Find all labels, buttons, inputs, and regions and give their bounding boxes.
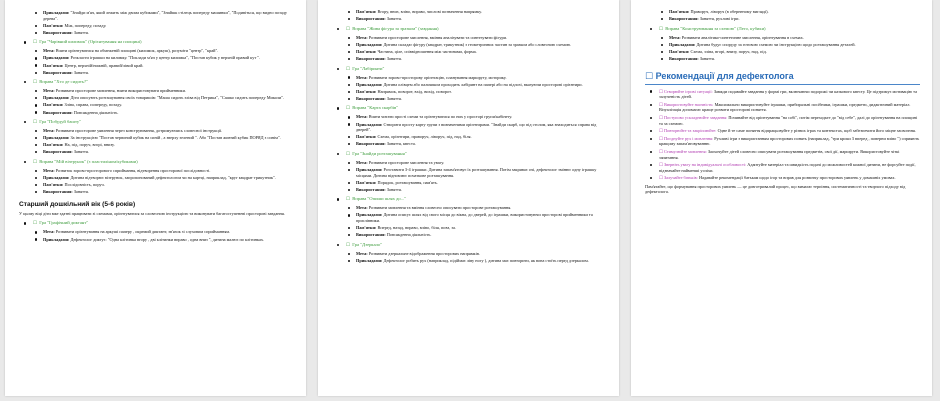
tip-text: Адаптуйте матеріал та швидкість подачі до можливостей кожної дитини, не форсуйте події, відзначайте найменші успіхи. xyxy=(659,162,916,173)
item-label: Прикладами: xyxy=(356,81,383,87)
tip-title-text: Повторюйте та закріплюйте: xyxy=(663,128,717,134)
list-item xyxy=(43,142,294,148)
list-item xyxy=(43,102,294,108)
item-text: Вперед, назад, вправо, вліво, біля, повз, за. xyxy=(377,225,457,231)
list-item xyxy=(43,149,294,155)
list-item xyxy=(669,35,920,41)
game-title xyxy=(332,196,607,202)
item-text: Заняття. xyxy=(73,29,89,35)
game-icon: ☐ xyxy=(346,196,351,202)
list-item xyxy=(43,30,294,36)
item-text: Зліва, справа, попереду, позаду. xyxy=(64,102,123,108)
item-text: Заняття. xyxy=(73,149,89,155)
list-item xyxy=(669,16,920,22)
section-heading: Старший дошкільний вік (5-6 років) xyxy=(19,200,136,208)
list-item xyxy=(356,160,607,166)
list-item xyxy=(43,63,294,69)
item-text: Діти описують розташування своїх товаришів: "Маша сидить зліва від Петрика", "Сашко сидить попереду Миколи". xyxy=(70,95,285,101)
tip-item xyxy=(645,89,920,100)
game-details xyxy=(332,160,607,192)
list-item xyxy=(356,89,607,95)
list-item xyxy=(356,232,607,238)
tip-item xyxy=(645,102,920,113)
item-text: Вчити орієнтуватися на обмеженій площині (килимок, аркуш), розуміти "центр", "край". xyxy=(55,48,219,54)
item-label: Мета: xyxy=(43,128,55,134)
item-text: Послідовність, поруч. xyxy=(64,182,105,188)
item-text: Центр, верхній/нижній, правий/лівий край. xyxy=(64,62,144,68)
item-text: Схема, зліва, вгорі, внизу, поруч, над, під. xyxy=(690,48,767,54)
game-details xyxy=(332,205,607,237)
tip-title-text: Поступово ускладнюйте завдання: xyxy=(663,114,728,120)
p2-top-list xyxy=(332,9,607,22)
tip-text: Починайте від орієнтування "на собі", потім переходьте до "від себе", далі до орієнтування на площині та за схемою. xyxy=(659,114,918,126)
list-item xyxy=(356,16,607,22)
item-text: Повсякденна діяльність. xyxy=(386,232,432,238)
item-text: Заняття. xyxy=(386,16,402,22)
list-item xyxy=(356,205,607,211)
list-item xyxy=(43,175,294,181)
list-item xyxy=(43,48,294,54)
item-text: Порядок, розташування, пам'ять. xyxy=(377,179,438,185)
item-text: Дитина відтворює візерунок, запропонований дефектологом чи на картці, наприклад, "круг квадрат трикутник". xyxy=(70,175,276,181)
list-item xyxy=(43,182,294,188)
item-label: Використання: xyxy=(669,16,699,22)
list-item xyxy=(356,114,607,120)
item-label: Використання: xyxy=(669,55,699,61)
item-label: Використання: xyxy=(43,149,73,155)
item-text: Розвивати зорово-просторову орієнтацію, планування маршруту, моторику. xyxy=(368,74,507,80)
heading-divider xyxy=(645,84,920,85)
item-label: Прикладами: xyxy=(669,41,696,47)
tip-item xyxy=(645,175,920,181)
item-text: Заняття. xyxy=(73,189,89,195)
item-label: Використання: xyxy=(356,186,386,192)
item-label: Пам'ятки: xyxy=(43,62,64,68)
item-label: Пам'ятки: xyxy=(356,48,377,54)
page-3-content xyxy=(631,0,932,199)
game-title xyxy=(332,66,607,72)
item-text: Розвивати просторове мислення, вміння аналізувати та синтезувати фігури. xyxy=(368,34,507,40)
item-label: Пам'ятки: xyxy=(356,134,377,140)
tip-title-text: Зверніть увагу на індивідуальні особливості: xyxy=(663,162,747,168)
item-text: Розкласти іграшки на килимку. "Поклади м'яч у центр килимка", "Постав кубик у верхній правий кут ". xyxy=(70,55,261,61)
item-label: Використання: xyxy=(43,29,73,35)
list-item xyxy=(43,95,294,101)
item-label: Використання: xyxy=(356,141,386,147)
item-text: На, під, поруч, вгорі, внизу. xyxy=(64,142,115,148)
tip-title: ☐ Поступово ускладнюйте завдання: xyxy=(659,114,728,120)
game-details xyxy=(332,75,607,102)
tip-title: ☐ Залучайте батьків: xyxy=(659,175,698,181)
item-label: Пам'ятки: xyxy=(43,102,64,108)
section-paragraph: У цьому віці діти вже здатні працювати зі схемами, орієнтуватися за словесною інструкцією та виконувати багатоступеневі просторові завдання. xyxy=(19,210,285,216)
tip-title: ☐ Використовуйте наочність: xyxy=(659,101,714,107)
item-label: Прикладами: xyxy=(356,167,383,172)
item-label: Мета: xyxy=(356,250,368,256)
game-icon: ☐ xyxy=(33,159,38,164)
list-item xyxy=(43,110,294,116)
item-label: Прикладами: xyxy=(43,10,70,15)
tip-title-text: Залучайте батьків: xyxy=(663,175,698,181)
list-item xyxy=(356,35,607,41)
item-label: Мета: xyxy=(356,74,368,80)
game-title xyxy=(19,159,294,165)
game-details xyxy=(645,35,920,62)
game-title-text: Гра "Знайди розташування" xyxy=(352,150,407,156)
item-label: Пам'ятки: xyxy=(669,9,690,14)
item-text: Заняття, квеста. xyxy=(386,141,416,147)
recommendations-title: Рекомендації для дефектолога xyxy=(655,70,794,81)
game-title xyxy=(332,151,607,157)
game-icon: ☐ xyxy=(346,150,351,156)
list-item xyxy=(356,212,607,223)
item-label: Мета: xyxy=(43,48,55,54)
game-title xyxy=(332,26,607,32)
item-text: Розвиток зорово-просторового сприймання, відтворення просторової послідовності. xyxy=(55,168,211,173)
item-text: Розставити 3-4 іграшки. Дитина запам'ятовує їх розташування. Потім закриває очі, дефектолог змінює одну іграшку місцями. Дитина відновлює початкове розташування. xyxy=(356,167,597,178)
item-text: Праворуч, ліворуч (в оберненому вигляді). xyxy=(690,9,769,14)
game-title xyxy=(19,79,294,85)
game-details xyxy=(19,88,294,115)
document-page-2 xyxy=(318,0,619,396)
tip-text: Рухливі ігри з використанням просторових понять (наприклад, "три кроки 3 вперед , поверни вліво ") сприяють кращому запам'ятовуванню. xyxy=(659,135,920,147)
game-icon: ☐ xyxy=(33,119,38,125)
item-text: Вчити читати прості схеми та орієнтуватися по них у просторі групи/кабінету. xyxy=(368,114,513,120)
game-title-text: Гра "Дзеркало" xyxy=(352,241,383,247)
list-item xyxy=(43,189,294,195)
item-text: Дитина будує споруду за готовою схемою чи інструкцією щодо розташування деталей. xyxy=(696,41,856,47)
item-label: Використання: xyxy=(356,95,386,101)
list-item xyxy=(356,251,607,257)
item-text: Дефектолог диктує: "Одна клітинка вгору , дві клітинки вправо , одна вниз ", дитина малює по клітинках. xyxy=(70,236,265,242)
item-text: Створити просту карту групи з визначеними орієнтирами. "Знайди скарб, що під столом, яка знаходиться справа від дверей". xyxy=(356,121,597,133)
game-title-text: Вправа "Опиши шлях до..." xyxy=(352,196,407,202)
item-text: Дитина описує шлях від свого місця до вікна, до дверей, до іграшки, використовуючи просторові прийменники та прислівники. xyxy=(356,212,593,224)
game-title xyxy=(19,119,294,125)
list-item xyxy=(669,56,920,62)
item-label: Прикладами: xyxy=(356,121,383,127)
item-label: Використання: xyxy=(356,232,386,238)
game-title xyxy=(19,39,294,45)
game-details xyxy=(332,251,607,264)
item-text: Заняття. xyxy=(699,55,715,61)
tip-text: Надавайте рекомендації батькам щодо ігор та вправ для розвитку просторових уявлень у домашніх умовах. xyxy=(698,175,896,181)
list-item xyxy=(356,180,607,186)
list-item xyxy=(356,167,607,178)
item-text: Заняття. xyxy=(386,95,402,101)
item-label: Мета: xyxy=(356,34,368,40)
item-label: Прикладами: xyxy=(356,257,383,263)
p1-top-list xyxy=(19,10,294,35)
item-text: Повсякденна діяльність. xyxy=(73,109,119,115)
item-label: Пам'ятки: xyxy=(356,179,377,185)
game-icon: ☐ xyxy=(659,25,664,31)
item-text: Заняття. xyxy=(386,55,402,61)
item-text: Дитина олівцем або пальчиком проходить лабіринт на папері або на підлозі, вказуючи просторові орієнтири. xyxy=(383,81,583,87)
game-title-text: Вправа "Хто де сидить?" xyxy=(39,79,88,85)
list-item xyxy=(669,49,920,55)
item-label: Прикладами: xyxy=(356,41,383,47)
item-text: Напрямок, поворот, вхід, вихід, поворот. xyxy=(377,88,452,94)
tip-item xyxy=(645,115,920,126)
item-label: Мета: xyxy=(43,168,55,173)
recommendations-heading xyxy=(645,71,920,82)
item-label: Мета: xyxy=(356,205,368,211)
item-text: Розвивати орієнтування на аркуші паперу , окремий диктант, зв'язок зі слуховим сприйманням. xyxy=(55,229,231,235)
item-label: Пам'ятки: xyxy=(356,9,377,14)
item-text: Заняття. xyxy=(386,186,402,192)
list-item xyxy=(356,56,607,62)
game-details xyxy=(19,48,294,75)
item-label: Пам'ятки: xyxy=(43,22,64,28)
item-text: Розвивати просторове мислення та увагу. xyxy=(368,159,445,165)
item-text: Розвивати просторове уявлення через конструювання, дотримуючись словесної інструкції. xyxy=(55,128,223,134)
game-details xyxy=(19,168,294,195)
list-item xyxy=(43,88,294,94)
item-label: Мета: xyxy=(669,34,681,40)
item-label: Пам'ятки: xyxy=(43,182,64,188)
item-text: Між, попереду, позаду. xyxy=(64,22,107,28)
tip-title: ☐ Створюйте ігрові ситуації: xyxy=(659,88,713,94)
game-icon: ☐ xyxy=(346,25,351,31)
list-item xyxy=(43,70,294,76)
game-title-text: Вправа "Карта скарбів" xyxy=(352,105,399,111)
item-label: Пам'ятки: xyxy=(43,142,64,148)
item-label: Прикладами: xyxy=(43,175,70,181)
list-item xyxy=(356,134,607,140)
item-label: Використання: xyxy=(43,189,73,195)
item-text: Розвивати дзеркальне відображення просторових напрямків. xyxy=(368,250,480,256)
item-text: "Знайди м'яч, який лежить ​​між двома кубиками", "Знайшк стілець попереду машинки", "Подивіться, що видно позаду дерева". xyxy=(43,10,288,21)
tip-item xyxy=(645,149,920,160)
game-title-text: Вправа "Жива фігура за зразком" (завдання) xyxy=(352,25,439,31)
item-label: Прикладами: xyxy=(43,135,70,141)
item-label: Мета: xyxy=(43,229,55,235)
tip-title-text: Стимулюйте мовлення: xyxy=(663,148,707,154)
item-label: Прикладами: xyxy=(43,236,70,242)
item-label: Використання: xyxy=(356,16,386,22)
tip-text: Заохочуйте дітей словесно описувати розташування предметів, свої дії, маршрути. Використовуйте чіткі запитання. xyxy=(659,148,900,160)
list-item xyxy=(43,135,294,141)
game-details xyxy=(19,229,294,242)
list-item xyxy=(356,225,607,231)
game-title xyxy=(332,242,607,248)
closing-paragraph: Пам'ятайте, що формування просторових уявлень — це довготривалий процес, що вимагає терпіння, систематичності та творчого підходу від дефектолога. xyxy=(645,183,906,195)
list-item xyxy=(43,23,294,29)
game-icon: ☐ xyxy=(346,241,351,247)
game-icon: ☐ xyxy=(346,105,351,111)
item-text: Дитина складає фігуру (квадрат, трикутник) з геометричних частин за зразком або словесною схемою. xyxy=(383,41,572,47)
game-title xyxy=(332,105,607,111)
item-label: Використання: xyxy=(43,109,73,115)
document-page-3 xyxy=(631,0,932,396)
tip-title: ☐ Поєднуйте рух і мовлення: xyxy=(659,135,714,141)
heading-icon: ☐ xyxy=(645,70,654,81)
document-page-1 xyxy=(5,0,306,396)
game-details xyxy=(332,35,607,62)
item-text: Розвивати аналітико-синтетичне мислення, орієнтування в схемах. xyxy=(681,34,804,40)
page-1-content xyxy=(5,0,306,244)
game-icon: ☐ xyxy=(33,220,38,226)
page-2-content xyxy=(318,0,619,265)
item-label: Прикладами: xyxy=(43,95,70,101)
item-text: Заняття, рухливі ігри. xyxy=(699,16,740,22)
tip-text: Максимально використовуйте іграшки, прибиральні посібники, іграшки, предмети, дидактичний матеріал. Візуалізація допомагає краще розвити просторові поняття. xyxy=(659,101,911,113)
list-item xyxy=(356,96,607,102)
item-label: Використання: xyxy=(356,55,386,61)
item-text: Розвивати просторове мовлення, вчити використовувати прийменники. xyxy=(55,88,187,94)
list-item xyxy=(356,141,607,147)
tip-title: ☐ Повторюйте та закріплюйте: xyxy=(659,128,717,134)
list-item xyxy=(356,82,607,88)
item-label: Мета: xyxy=(356,114,368,120)
list-item xyxy=(356,122,607,133)
game-details xyxy=(332,114,607,146)
list-item xyxy=(356,49,607,55)
tip-title: ☐ Зверніть увагу на індивідуальні особливості: xyxy=(659,162,747,168)
item-text: Розвивати мовлення та вміння словесно описувати просторове розташування. xyxy=(368,205,512,211)
item-text: Вгору, вниз, вліво, вправо, числові позначення напрямку. xyxy=(377,9,482,14)
tip-title-text: Створюйте ігрові ситуації: xyxy=(663,88,713,94)
item-label: Прикладами: xyxy=(356,212,383,218)
list-item xyxy=(43,229,294,235)
game-title-text: Вправа "Мій візерунок" (з пластиліном/кубиками) xyxy=(39,159,138,164)
list-item xyxy=(43,55,294,61)
tip-text: Одне й те саме поняття відпрацьовуйте у різних іграх та контекстах, щоб забезпечити його міцне засвоєння. xyxy=(717,128,916,134)
list-item xyxy=(43,168,294,174)
p3-top-list xyxy=(645,9,920,22)
list-item xyxy=(43,128,294,134)
list-item xyxy=(43,10,294,21)
item-text: Заняття. xyxy=(73,69,89,75)
game-title-text: Гра "Чарівний килимок" (Орієнтування на площині) xyxy=(39,39,142,45)
game-title-text: Гра "Лабіринти" xyxy=(352,65,385,71)
list-item xyxy=(669,9,920,15)
item-text: Частина, ціле, співвідношення між частинами, форма. xyxy=(377,48,477,54)
list-item xyxy=(43,237,294,243)
tip-title: ☐ Стимулюйте мовлення: xyxy=(659,148,707,154)
tip-title-text: Поєднуйте рух і мовлення: xyxy=(663,135,714,141)
game-title-text: Гра "Побудуй башту" xyxy=(39,119,82,125)
item-label: Використання: xyxy=(43,69,73,75)
list-item xyxy=(356,42,607,48)
game-icon: ☐ xyxy=(33,39,38,45)
item-label: Мета: xyxy=(43,88,55,94)
list-item xyxy=(356,9,607,15)
item-text: Дефектолог робить рух (наприклад, підіймає ліву ногу ), дитина має повторити, як вона стоїть перед дзеркалом. xyxy=(383,257,589,263)
tip-text: Завжди подавайте завдання у формі гри, включаючи подорожі чи казкового квесту. Це підтримує мотивацію та залученість дітей. xyxy=(659,88,917,100)
item-label: Прикладами: xyxy=(43,55,70,61)
item-label: Пам'ятки: xyxy=(356,88,377,94)
item-text: За інструкцією "Постав червоний кубик на синій , а зверху зелений ". Або "Постав жовтий кубик ПОРЯД з синім". xyxy=(70,135,281,141)
item-label: Пам'ятки: xyxy=(669,48,690,54)
game-title-text: Гра "Графічний диктант" xyxy=(39,220,89,226)
game-icon: ☐ xyxy=(33,79,38,85)
game-title-text: Вправа "Конструювання за схемою" (Лего, кубики) xyxy=(665,25,766,31)
tip-item xyxy=(645,136,920,147)
game-title xyxy=(19,220,294,226)
tip-title-text: Використовуйте наочність: xyxy=(663,101,714,107)
game-icon: ☐ xyxy=(346,65,351,71)
list-item xyxy=(356,187,607,193)
item-text: Схема, орієнтири, праворуч, ліворуч, під, над, біля. xyxy=(377,134,472,140)
item-label: Пам'ятки: xyxy=(356,225,377,231)
list-item xyxy=(356,258,607,264)
tip-item xyxy=(645,128,920,134)
list-item xyxy=(356,75,607,81)
game-title xyxy=(645,26,920,32)
game-details xyxy=(19,128,294,155)
list-item xyxy=(669,42,920,48)
tip-item xyxy=(645,162,920,173)
item-label: Мета: xyxy=(356,159,368,165)
